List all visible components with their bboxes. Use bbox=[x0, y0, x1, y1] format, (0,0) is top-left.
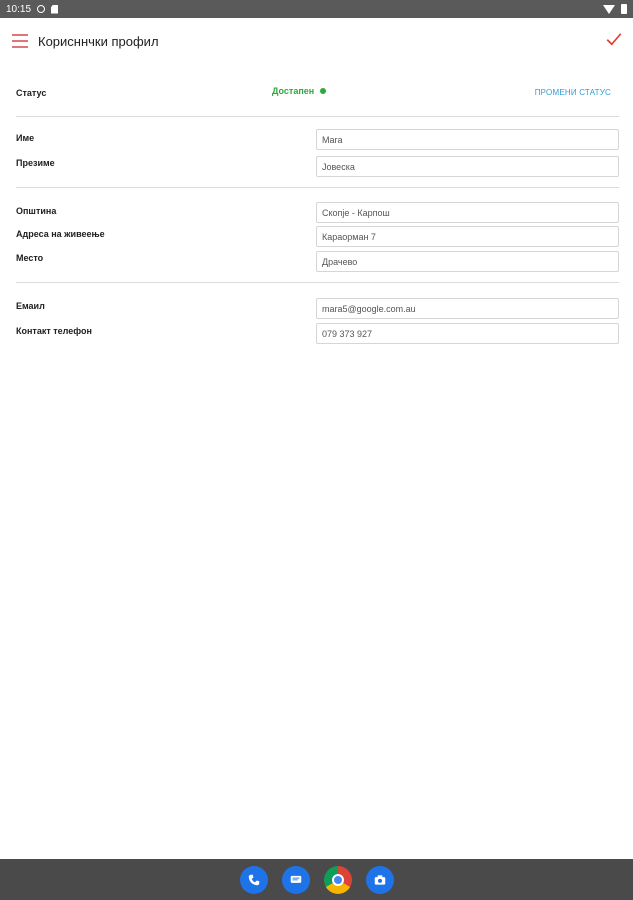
clock: 10:15 bbox=[6, 3, 32, 15]
chrome-center bbox=[332, 874, 344, 886]
status-value bbox=[272, 86, 326, 96]
last-name-label: Презиме bbox=[16, 158, 55, 168]
messages-icon[interactable] bbox=[282, 866, 310, 894]
camera-icon[interactable] bbox=[366, 866, 394, 894]
status-dot-icon bbox=[320, 88, 326, 94]
address-label: Адреса на живеење bbox=[16, 229, 105, 239]
hamburger-menu-icon[interactable] bbox=[12, 34, 28, 48]
sd-card-icon bbox=[51, 5, 58, 14]
save-check-icon[interactable] bbox=[605, 30, 623, 48]
sync-icon bbox=[37, 5, 45, 13]
municipality-label: Општина bbox=[16, 206, 57, 216]
divider bbox=[16, 187, 619, 188]
phone-field[interactable]: 079 373 927 bbox=[316, 323, 619, 344]
status-label: Статус bbox=[16, 88, 47, 98]
phone-icon[interactable] bbox=[240, 866, 268, 894]
last-name-field[interactable]: Јовеска bbox=[316, 156, 619, 177]
place-label: Место bbox=[16, 253, 44, 263]
first-name-field[interactable]: Mara bbox=[316, 129, 619, 150]
divider bbox=[16, 116, 619, 117]
app-bar bbox=[0, 18, 633, 64]
status-bar-left bbox=[6, 4, 58, 15]
email-label: Емаил bbox=[16, 301, 45, 311]
wifi-icon bbox=[603, 5, 615, 14]
address-field[interactable]: Караорман 7 bbox=[316, 226, 619, 247]
status-bar-right bbox=[603, 4, 627, 14]
phone-label: Контакт телефон bbox=[16, 326, 92, 336]
email-field[interactable]: mara5@google.com.au bbox=[316, 298, 619, 319]
change-status-button[interactable]: ПРОМЕНИ СТАТУС bbox=[534, 88, 611, 97]
place-field[interactable]: Драчево bbox=[316, 251, 619, 272]
chrome-icon[interactable] bbox=[324, 866, 352, 894]
status-text: Достапен bbox=[272, 86, 315, 96]
page-title: Корисннчки профил bbox=[38, 33, 159, 49]
system-status-bar bbox=[0, 0, 633, 18]
dock-bar bbox=[0, 859, 633, 900]
municipality-field[interactable]: Скопје - Карпош bbox=[316, 202, 619, 223]
first-name-label: Име bbox=[16, 133, 35, 143]
divider bbox=[16, 282, 619, 283]
battery-icon bbox=[621, 4, 627, 14]
